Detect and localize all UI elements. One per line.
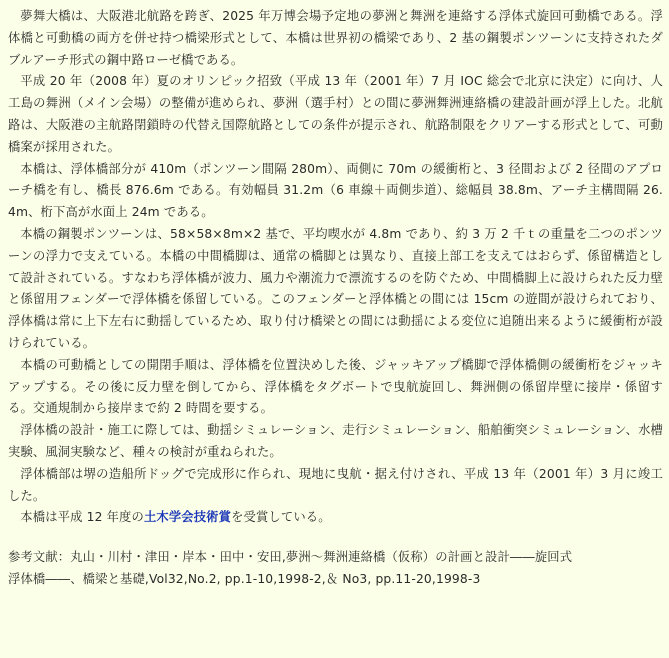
reference-line-1: 参考文献：丸山・川村・津田・岸本・田中・安田,夢洲～舞洲連絡橋（仮称）の計画と設計――旋回式 xyxy=(8,550,573,565)
award-link[interactable]: 土木学会技術賞 xyxy=(143,510,232,525)
paragraph-history: 平成 20 年（2008 年）夏のオリンピック招致（平成 13 年（2001 年）7 月 IOC 総会で北京に決定）に向け、人工島の舞洲（メイン会場）の整備が進められ、夢洲（選手村）との間に夢洲舞洲連絡橋の建設計画が浮上した。北航路は、大阪港の主航路閉鎖時の代替え国際航路としての条件が提示され、航路制限をクリアーする形式として、可動橋案が採用された。 xyxy=(8,74,663,154)
paragraph-award xyxy=(8,507,663,529)
award-prefix: 本橋は平成 12 年度の xyxy=(20,510,144,525)
paragraph-design-studies: 浮体橋の設計・施工に際しては、動揺シミュレーション、走行シミュレーション、船舶衝突シミュレーション、水槽実験、風洞実験など、種々の検討が重ねられた。 xyxy=(8,423,663,459)
paragraph-pontoon: 本橋の鋼製ポンツーンは、58×58×8m×2 基で、平均喫水が 4.8m であり、約 3 万 2 千ｔの重量を二つのポンツーンの浮力で支えている。本橋の中間橋脚は、通常の橋脚とは異なり、直接上部工を支えてはおらず、係留構造として設計されている。すなわち浮体橋が波力、風力や潮流力で漂流するのを防ぐため、中間橋脚上に設けられた反力壁と係留用フェンダーで浮体橋を係留している。このフェンダーと浮体橋との間には 15cm の遊間が設けられており、浮体橋は常に上下左右に動揺しているため、取り付け橋梁との間には動揺による変位に追随出来るように緩衝桁が設けられている。 xyxy=(8,226,663,350)
paragraph-overview: 夢舞大橋は、大阪港北航路を跨ぎ、2025 年万博会場予定地の夢洲と舞洲を連絡する浮体式旋回可動橋である。浮体橋と可動橋の両方を併せ持つ橋梁形式として、本橋は世界初の橋梁であり、2 基の鋼製ポンツーンに支持されたダブルアーチ形式の鋼中路ローゼ橋である。 xyxy=(8,9,663,67)
references-section xyxy=(8,547,663,591)
paragraph-construction: 浮体橋部は堺の造船所ドッグで完成形に作られ、現地に曳航・据え付けされ、平成 13 年（2001 年）3 月に竣工した。 xyxy=(8,466,663,503)
reference-line-2: 浮体橋――、橋梁と基礎,Vol32,No.2, pp.1-10,1998-2,＆ No3, pp.11-20,1998-3 xyxy=(8,571,481,586)
paragraph-dimensions: 本橋は、浮体橋部分が 410m（ポンツーン間隔 280m）、両側に 70m の緩衝桁と、3 径間および 2 径間のアプローチ橋を有し、橋長 876.6m である。有効幅員 31.2m（6 車線＋両側歩道）、総幅員 38.8m、アーチ主構間隔 26.4m、桁下高が水面上 24m である。 xyxy=(8,161,663,220)
paragraph-opening-procedure: 本橋の可動橋としての開閉手順は、浮体橋を位置決めした後、ジャッキアップ橋脚で浮体橋側の緩衝桁をジャッキアップする。その後に反力壁を倒してから、浮体橋をタグボートで曳航旋回し、舞洲側の係留岸壁に接岸・係留する。交通規制から接岸まで約 2 時間を要する。 xyxy=(8,357,663,416)
award-suffix: を受賞している。 xyxy=(231,510,331,525)
